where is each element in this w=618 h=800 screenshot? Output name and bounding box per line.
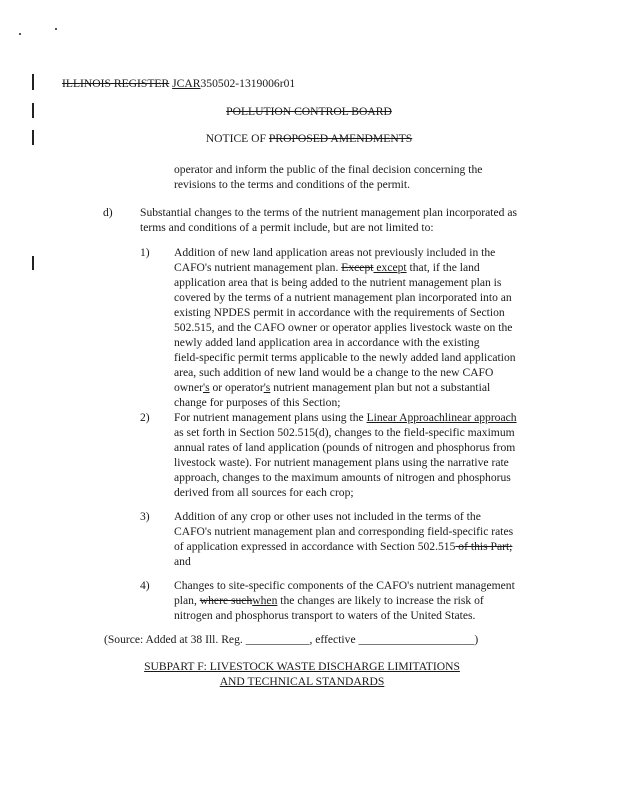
source-note: (Source: Added at 38 Ill. Reg. ___________, effective ____________________) [104,633,479,646]
item-1-label: 1) [140,246,150,259]
scan-speck [19,33,21,35]
subpart-heading: SUBPART F: LIVESTOCK WASTE DISCHARGE LIMITATIONS AND TECHNICAL STANDARDS [144,660,460,688]
section-d-text: Substantial changes to the terms of the nutrient management plan incorporated as terms and conditions of a permit include, but are not limited to: [140,206,518,234]
notice-title: NOTICE OF PROPOSED AMENDMENTS [205,132,413,145]
register-code-ul: JCAR [172,77,201,90]
register-name: ILLINOIS REGISTER [62,77,170,90]
board-name: POLLUTION CONTROL BOARD [226,105,392,118]
blank-effective: ____________________ [358,633,475,646]
item-4-label: 4) [140,579,150,592]
blank-reg: ___________ [245,633,310,646]
section-d-label: d) [103,206,113,219]
item-3-label: 3) [140,510,150,523]
register-header [62,76,295,91]
change-bar [32,74,34,90]
item-3-text: Addition of any crop or other uses not included in the terms of the CAFO's nutrient management plan and corresponding field-specific rates of application expressed in accordance with Section 502.515 of this Part; and [174,510,514,568]
change-bar [32,256,34,270]
item-2-label: 2) [140,411,150,424]
item-2-text: For nutrient management plans using the Linear Approachlinear approach as set forth in Section 502.515(d), changes to the field-specific maximum annual rates of land application (pounds of nitrogen and phosphorus from livestock waste). For nutrient management plans using the narrative rate approach, changes to the maximum amounts of nitrogen and phosphorus derived from all sources for each crop; [174,411,517,499]
scan-speck [55,28,57,30]
intro-paragraph: operator and inform the public of the final decision concerning the revisions to the terms and conditions of the permit. [174,163,483,191]
item-1-text: Addition of new land application areas not previously included in the CAFO's nutrient management plan. Except except that, if the land application area that is being added to the nutrient management plan is covered by the terms of a nutrient management plan incorporated into an existing NPDES permit in accordance with the requirements of Section 502.515, and the CAFO owner or operator applies livestock waste on the newly added land application area in accordance with the existing field-specific permit terms applicable to the newly added land application area, such addition of new land would be a change to the new CAFO owner's or operator's nutrient management plan but not a substantial change for purposes of this Section; [174,246,516,409]
register-code: 350502-1319006r01 [200,77,296,90]
item-4-text: Changes to site-specific components of the CAFO's nutrient management plan, where suchwhen the changes are likely to increase the risk of nitrogen and phosphorus transport to waters of the United States. [174,579,515,622]
